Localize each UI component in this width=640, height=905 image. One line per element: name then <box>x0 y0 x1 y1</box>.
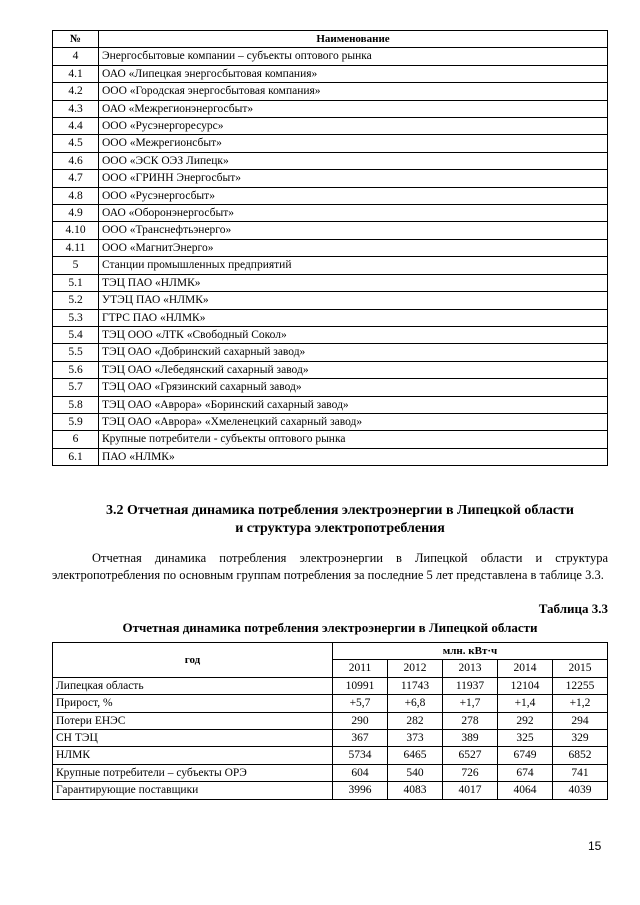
value-cell: +5,7 <box>333 695 388 712</box>
row-number: 5.3 <box>53 309 99 326</box>
table-row <box>53 274 608 291</box>
value-cell: +1,7 <box>443 695 498 712</box>
table-row <box>53 187 608 204</box>
row-number: 5.6 <box>53 361 99 378</box>
value-cell: 4064 <box>498 782 553 799</box>
year-header: 2014 <box>498 660 553 677</box>
value-cell: 12104 <box>498 677 553 694</box>
header-unit: млн. кВт·ч <box>333 643 608 660</box>
table-row <box>53 695 608 712</box>
table-row <box>53 396 608 413</box>
row-number: 4.6 <box>53 152 99 169</box>
row-number: 4.11 <box>53 239 99 256</box>
section-title-line1: 3.2 Отчетная динамика потребления электроэнергии в Липецкой области <box>106 503 574 518</box>
row-number: 4.7 <box>53 170 99 187</box>
table-row <box>53 48 608 65</box>
row-number: 5.8 <box>53 396 99 413</box>
row-name: ТЭЦ ОАО «Лебедянский сахарный завод» <box>99 361 608 378</box>
header-num: № <box>53 31 99 48</box>
row-number: 5.2 <box>53 292 99 309</box>
row-number: 5.5 <box>53 344 99 361</box>
row-name: УТЭЦ ПАО «НЛМК» <box>99 292 608 309</box>
table-row <box>53 764 608 781</box>
row-label: Прирост, % <box>53 695 333 712</box>
value-cell: 373 <box>388 730 443 747</box>
table-row <box>53 118 608 135</box>
row-label: Крупные потребители – субъекты ОРЭ <box>53 764 333 781</box>
table-row <box>53 205 608 222</box>
organizations-table <box>52 30 608 466</box>
value-cell: 11743 <box>388 677 443 694</box>
value-cell: 367 <box>333 730 388 747</box>
value-cell: 294 <box>553 712 608 729</box>
table-header-row <box>53 31 608 48</box>
table-row <box>53 677 608 694</box>
row-label: СН ТЭЦ <box>53 730 333 747</box>
table-row <box>53 135 608 152</box>
value-cell: 12255 <box>553 677 608 694</box>
value-cell: 6749 <box>498 747 553 764</box>
row-name: ООО «МагнитЭнерго» <box>99 239 608 256</box>
row-name: ООО «Русэнергоресурс» <box>99 118 608 135</box>
row-number: 6 <box>53 431 99 448</box>
row-label: Липецкая область <box>53 677 333 694</box>
value-cell: 674 <box>498 764 553 781</box>
value-cell: 6527 <box>443 747 498 764</box>
table-row <box>53 100 608 117</box>
value-cell: +6,8 <box>388 695 443 712</box>
value-cell: 278 <box>443 712 498 729</box>
row-name: ОАО «Оборонэнергосбыт» <box>99 205 608 222</box>
row-name: ТЭЦ ОАО «Аврора» «Боринский сахарный завод» <box>99 396 608 413</box>
value-cell: 741 <box>553 764 608 781</box>
row-number: 4.9 <box>53 205 99 222</box>
value-cell: +1,2 <box>553 695 608 712</box>
row-number: 5.7 <box>53 379 99 396</box>
value-cell: 6465 <box>388 747 443 764</box>
section-title-line2: и структура электропотребления <box>235 521 445 536</box>
section-title <box>70 502 610 538</box>
value-cell: 329 <box>553 730 608 747</box>
row-label: НЛМК <box>53 747 333 764</box>
table-row <box>53 83 608 100</box>
consumption-table <box>52 642 608 800</box>
row-name: ООО «Русэнергосбыт» <box>99 187 608 204</box>
row-number: 4.8 <box>53 187 99 204</box>
table-label: Таблица 3.3 <box>538 601 608 616</box>
value-cell: 4039 <box>553 782 608 799</box>
table-row <box>53 730 608 747</box>
row-label: Гарантирующие поставщики <box>53 782 333 799</box>
table-row <box>53 152 608 169</box>
row-name: ОАО «Межрегионэнергосбыт» <box>99 100 608 117</box>
table-row <box>53 712 608 729</box>
year-header: 2013 <box>443 660 498 677</box>
year-header: 2012 <box>388 660 443 677</box>
row-number: 4 <box>53 48 99 65</box>
row-number: 4.3 <box>53 100 99 117</box>
value-cell: 292 <box>498 712 553 729</box>
table-row <box>53 65 608 82</box>
row-number: 4.4 <box>53 118 99 135</box>
table-row <box>53 448 608 465</box>
table-row <box>53 326 608 343</box>
row-name: ООО «Транснефтьэнерго» <box>99 222 608 239</box>
row-number: 4.1 <box>53 65 99 82</box>
value-cell: 11937 <box>443 677 498 694</box>
table-row <box>53 747 608 764</box>
value-cell: 389 <box>443 730 498 747</box>
row-number: 5.1 <box>53 274 99 291</box>
table-row <box>53 782 608 799</box>
row-number: 5.4 <box>53 326 99 343</box>
row-name: ТЭЦ ПАО «НЛМК» <box>99 274 608 291</box>
header-year: год <box>53 643 333 678</box>
table-row <box>53 222 608 239</box>
row-name: ТЭЦ ООО «ЛТК «Свободный Сокол» <box>99 326 608 343</box>
table-row <box>53 344 608 361</box>
table-title: Отчетная динамика потребления электроэнергии в Липецкой области <box>122 620 538 635</box>
table-row <box>53 413 608 430</box>
row-name: ТЭЦ ОАО «Добринский сахарный завод» <box>99 344 608 361</box>
row-number: 5.9 <box>53 413 99 430</box>
value-cell: 540 <box>388 764 443 781</box>
year-header: 2015 <box>553 660 608 677</box>
row-number: 4.5 <box>53 135 99 152</box>
row-name: ТЭЦ ОАО «Грязинский сахарный завод» <box>99 379 608 396</box>
row-number: 5 <box>53 257 99 274</box>
value-cell: 4017 <box>443 782 498 799</box>
table-row <box>53 309 608 326</box>
table-row <box>53 170 608 187</box>
value-cell: 6852 <box>553 747 608 764</box>
row-name: ПАО «НЛМК» <box>99 448 608 465</box>
row-name: Крупные потребители - субъекты оптового рынка <box>99 431 608 448</box>
value-cell: 3996 <box>333 782 388 799</box>
header-name: Наименование <box>99 31 608 48</box>
table-header-row <box>53 643 608 660</box>
row-number: 6.1 <box>53 448 99 465</box>
row-name: ООО «ГРИНН Энергосбыт» <box>99 170 608 187</box>
row-name: Станции промышленных предприятий <box>99 257 608 274</box>
table-row <box>53 292 608 309</box>
row-name: ООО «ЭСК ОЭЗ Липецк» <box>99 152 608 169</box>
value-cell: 726 <box>443 764 498 781</box>
table-row <box>53 431 608 448</box>
value-cell: 604 <box>333 764 388 781</box>
value-cell: 10991 <box>333 677 388 694</box>
row-name: ОАО «Липецкая энергосбытовая компания» <box>99 65 608 82</box>
row-name: ГТРС ПАО «НЛМК» <box>99 309 608 326</box>
table-row <box>53 257 608 274</box>
row-name: ООО «Межрегионсбыт» <box>99 135 608 152</box>
row-number: 4.10 <box>53 222 99 239</box>
value-cell: 282 <box>388 712 443 729</box>
intro-paragraph: Отчетная динамика потребления электроэнергии в Липецкой области и структура электропотребления по основным группам потребления за последние 5 лет представлена в таблице 3.3. <box>52 551 608 582</box>
value-cell: 4083 <box>388 782 443 799</box>
table-row <box>53 361 608 378</box>
page-number: 15 <box>588 839 602 853</box>
value-cell: 290 <box>333 712 388 729</box>
value-cell: 5734 <box>333 747 388 764</box>
row-name: Энергосбытовые компании – субъекты оптового рынка <box>99 48 608 65</box>
table-row <box>53 239 608 256</box>
row-number: 4.2 <box>53 83 99 100</box>
row-name: ТЭЦ ОАО «Аврора» «Хмеленецкий сахарный завод» <box>99 413 608 430</box>
value-cell: +1,4 <box>498 695 553 712</box>
year-header: 2011 <box>333 660 388 677</box>
row-name: ООО «Городская энергосбытовая компания» <box>99 83 608 100</box>
row-label: Потери ЕНЭС <box>53 712 333 729</box>
value-cell: 325 <box>498 730 553 747</box>
table-row <box>53 379 608 396</box>
